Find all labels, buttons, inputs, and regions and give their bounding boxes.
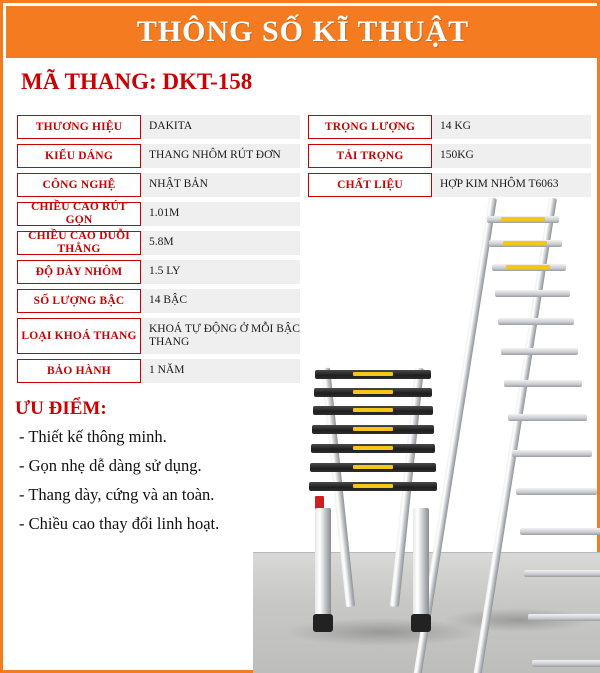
spec-value: 14 BẬC — [141, 289, 300, 313]
list-item: - Gọn nhẹ dễ dàng sử dụng. — [19, 456, 202, 475]
page-header — [6, 6, 600, 58]
spec-key: LOẠI KHOÁ THANG — [17, 318, 141, 354]
spec-key: TẢI TRỌNG — [308, 144, 432, 168]
spec-key: TRỌNG LƯỢNG — [308, 115, 432, 139]
spec-value: 1 NĂM — [141, 359, 300, 383]
advantages-title: ƯU ĐIỂM: — [15, 398, 107, 419]
spec-key: CÔNG NGHỆ — [17, 173, 141, 197]
list-item: - Thang dày, cứng và an toàn. — [19, 485, 215, 504]
table-row — [308, 115, 591, 139]
spec-key: KIỂU DÁNG — [17, 144, 141, 168]
spec-value: 1.5 LY — [141, 260, 300, 284]
table-row — [17, 115, 300, 139]
spec-key: BẢO HÀNH — [17, 359, 141, 383]
ladder-foot — [411, 614, 431, 632]
spec-value: NHẬT BẢN — [141, 173, 300, 197]
page-title: THÔNG SỐ KĨ THUẬT — [136, 15, 470, 48]
spec-value: 5.8M — [141, 231, 300, 255]
telescopic-ladder-aframe — [293, 368, 468, 673]
spec-value: 150KG — [432, 144, 591, 168]
list-item: - Thiết kế thông minh. — [19, 427, 167, 446]
spec-value: 1.01M — [141, 202, 300, 226]
spec-key: CHIỀU CAO DUỖI THẲNG — [17, 231, 141, 255]
spec-value: DAKITA — [141, 115, 300, 139]
spec-key: ĐỘ DÀY NHÔM — [17, 260, 141, 284]
spec-key: CHẤT LIỆU — [308, 173, 432, 197]
spec-value: 14 KG — [432, 115, 591, 139]
spec-value: KHOÁ TỰ ĐỘNG Ở MỖI BẬC THANG — [141, 318, 300, 354]
ladder-foot — [313, 614, 333, 632]
spec-key: CHIỀU CAO RÚT GỌN — [17, 202, 141, 226]
list-item: - Chiều cao thay đổi linh hoạt. — [19, 514, 220, 533]
spec-key: THƯƠNG HIỆU — [17, 115, 141, 139]
model-code: MÃ THANG: DKT-158 — [21, 69, 253, 94]
telescopic-ladder-extended — [453, 198, 593, 673]
product-photo — [253, 163, 600, 673]
spec-key: SỐ LƯỢNG BẬC — [17, 289, 141, 313]
spec-value: HỢP KIM NHÔM T6063 — [432, 173, 591, 197]
spec-value: THANG NHÔM RÚT ĐƠN — [141, 144, 300, 168]
